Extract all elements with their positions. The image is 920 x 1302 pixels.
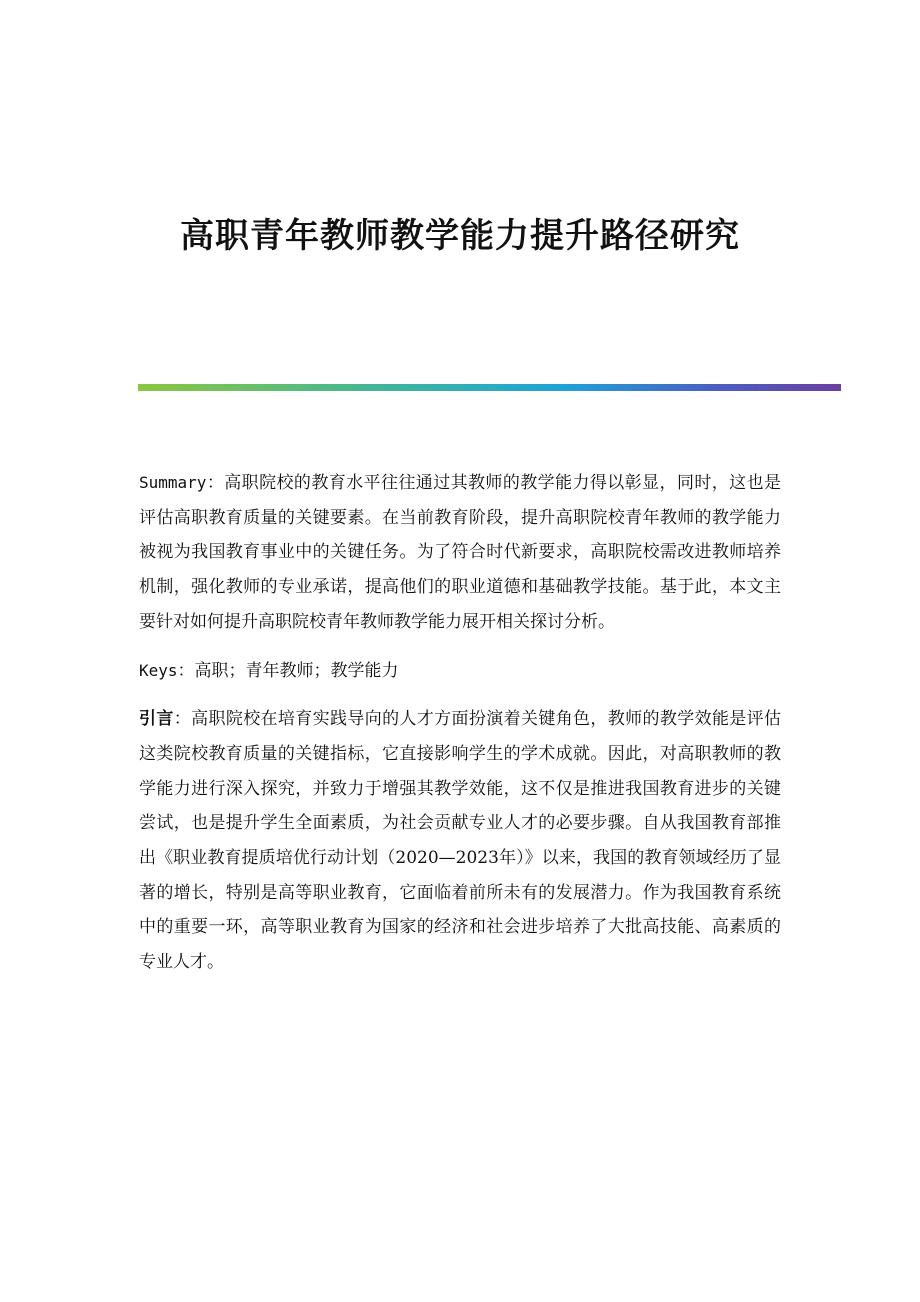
intro-text: 高职院校在培育实践导向的人才方面扮演着关键角色，教师的教学效能是评估这类院校教育质量的关键指标，它直接影响学生的学术成就。因此，对高职教师的教学能力进行深入探究，并致力于增强其教学效能，这不仅是推进我国教育进步的关键尝试，也是提升学生全面素质，为社会贡献专业人才的必要步骤。自从我国教育部推出《职业教育提质培优行动计划（2020—2023年）》以来，我国的教育领域经历了显著的增长，特别是高等职业教育，它面临着前所未有的发展潜力。作为我国教育系统中的重要一环，高等职业教育为国家的经济和社会进步培养了大批高技能、高素质的专业人才。 bbox=[139, 709, 782, 973]
keys-separator: ： bbox=[177, 660, 195, 681]
intro-paragraph bbox=[139, 702, 781, 980]
keys-text: 高职；青年教师；教学能力 bbox=[194, 660, 399, 681]
summary-separator: ： bbox=[206, 473, 225, 493]
title-divider bbox=[138, 384, 841, 391]
keys-paragraph bbox=[139, 654, 781, 689]
intro-separator: ： bbox=[173, 709, 192, 730]
summary-paragraph bbox=[139, 466, 781, 640]
summary-text: 高职院校的教育水平往往通过其教师的教学能力得以彰显，同时，这也是评估高职教育质量的关键要素。在当前教育阶段，提升高职院校青年教师的教学能力被视为我国教育事业中的关键任务。为了符合时代新要求，高职院校需改进教师培养机制，强化教师的专业承诺，提高他们的职业道德和基础教学技能。基于此，本文主要针对如何提升高职院校青年教师教学能力展开相关探讨分析。 bbox=[139, 473, 782, 632]
summary-label: Summary bbox=[139, 473, 207, 492]
keys-label: Keys bbox=[139, 660, 178, 680]
intro-label: 引言 bbox=[139, 709, 174, 730]
document-title: 高职青年教师教学能力提升路径研究 bbox=[180, 216, 740, 256]
document-body bbox=[139, 466, 781, 994]
